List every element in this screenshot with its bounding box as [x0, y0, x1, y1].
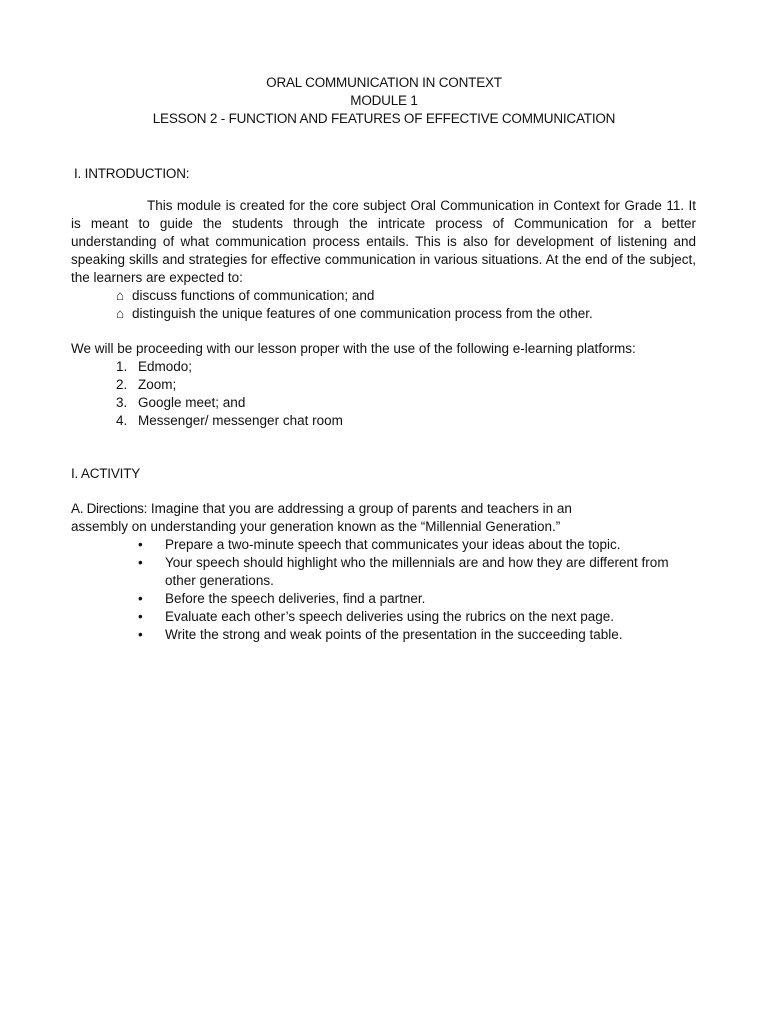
introduction-paragraph-text: This module is created for the core subject Oral Communication in Context for Grade 11. It is meant to guide the students through the intricate process of Communication for a better understanding of what communication process entails. This is also for development of listening and speaking skills and strategies for effective communication in various situations. At the end of the subject, the learners are expected to: [71, 198, 696, 285]
platform-number: 1. [116, 359, 128, 374]
platform-item [116, 358, 343, 376]
lesson-prefix: LESSON 2 - [152, 111, 229, 126]
platform-item [116, 412, 343, 430]
bullet-icon: • [138, 555, 143, 570]
lesson-name: FUNCTION AND FEATURES OF EFFECTIVE COMMUNICATION [228, 111, 616, 126]
bullet-icon: • [138, 537, 143, 552]
instruction-item [138, 554, 698, 590]
introduction-heading-text: I. INTRODUCTION [74, 166, 186, 181]
house-icon: ⌂ [116, 288, 125, 303]
directions-paragraph [71, 500, 696, 536]
directions-text-line2: assembly on understanding your generation known as the “Millennial Generation.” [71, 519, 561, 534]
objective-item [116, 305, 593, 323]
platform-text: Zoom; [138, 377, 177, 392]
directions-label: A. Directions: [71, 501, 148, 516]
bullet-icon: • [138, 609, 143, 624]
platform-item [116, 394, 343, 412]
objectives-list [116, 287, 593, 323]
activity-heading: I. ACTIVITY [71, 466, 141, 481]
instruction-item [138, 536, 698, 554]
objective-item [116, 287, 593, 305]
subject-title: ORAL COMMUNICATION IN CONTEXT [266, 75, 502, 90]
objective-text: distinguish the unique features of one communication process from the other. [132, 306, 593, 321]
platform-text: Google meet; and [138, 395, 246, 410]
document-title [0, 74, 768, 128]
introduction-heading [74, 165, 189, 183]
platform-number: 3. [116, 395, 128, 410]
bullet-icon: • [138, 591, 143, 606]
lesson-title [0, 110, 768, 128]
module-title: MODULE 1 [350, 93, 418, 108]
platform-text: Edmodo; [138, 359, 193, 374]
instruction-text: Before the speech deliveries, find a partner. [165, 591, 426, 606]
house-icon: ⌂ [116, 306, 125, 321]
objective-text: discuss functions of communication; and [132, 288, 375, 303]
instruction-text: Your speech should highlight who the millennials are and how they are different from other generations. [165, 555, 669, 588]
instruction-item [138, 590, 698, 608]
instruction-text: Prepare a two-minute speech that communicates your ideas about the topic. [165, 537, 621, 552]
instruction-text: Write the strong and weak points of the presentation in the succeeding table. [165, 627, 623, 642]
platform-number: 2. [116, 377, 128, 392]
introduction-heading-colon: : [185, 166, 190, 181]
introduction-paragraph [71, 197, 696, 287]
bullet-icon: • [138, 627, 143, 642]
instruction-text: Evaluate each other’s speech deliveries using the rubrics on the next page. [165, 609, 615, 624]
platforms-intro: We will be proceeding with our lesson proper with the use of the following e-learning platforms: [71, 341, 636, 356]
platform-text: Messenger/ messenger chat room [138, 413, 343, 428]
instructions-list [138, 536, 698, 644]
instruction-item [138, 626, 698, 644]
directions-text: Imagine that you are addressing a group of parents and teachers in an [147, 501, 572, 516]
platforms-list [116, 358, 343, 430]
platform-item [116, 376, 343, 394]
instruction-item [138, 608, 698, 626]
platform-number: 4. [116, 413, 128, 428]
